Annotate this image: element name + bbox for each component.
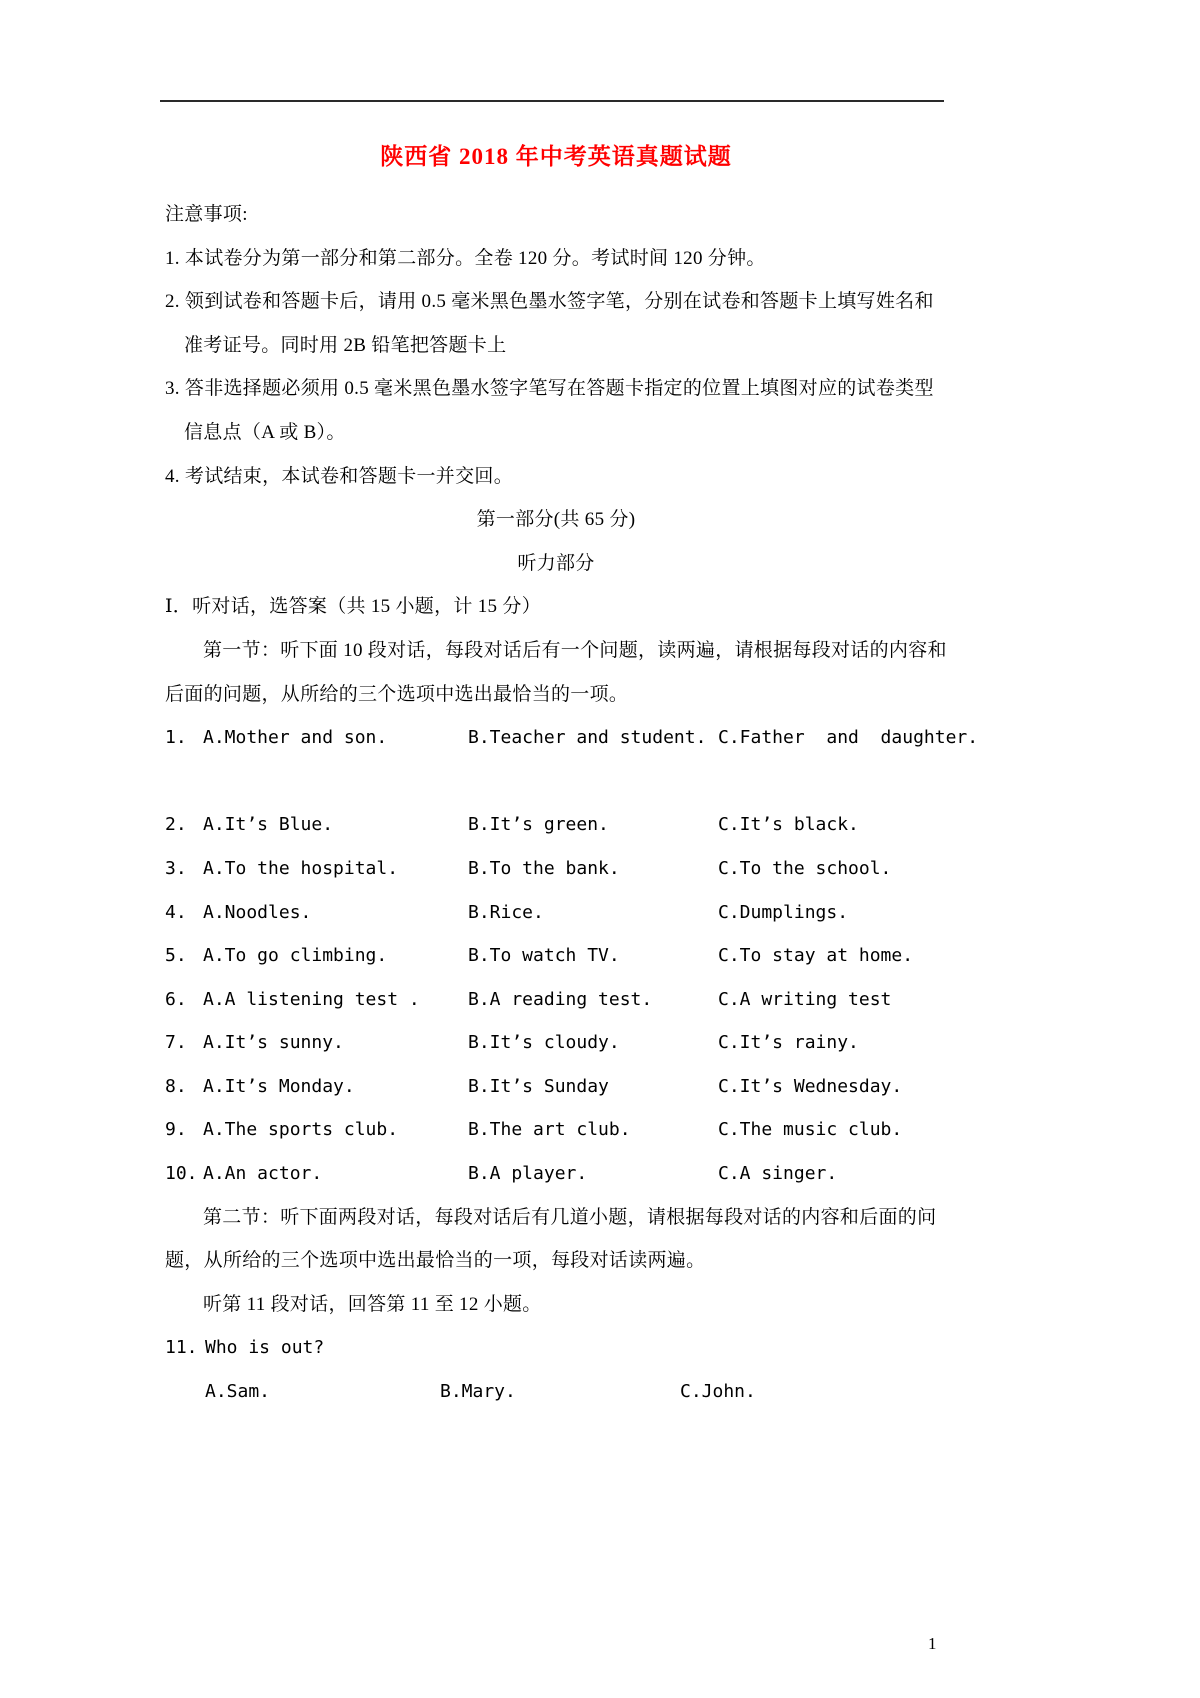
notice-item-3: 3. 答非选择题必须用 0.5 毫米黑色墨水签字笔写在答题卡指定的位置上填图对应的试卷类型信息点（A 或 B）。 [165, 378, 934, 443]
option-b: B.It’s Sunday [468, 1075, 609, 1097]
question-row-7 [165, 1021, 947, 1065]
option-c: C.It’s black. [718, 814, 859, 836]
question-row-10 [165, 1152, 947, 1196]
option-b: B.Teacher and student. [468, 727, 707, 749]
option-a: A.It’s Monday. [203, 1075, 355, 1097]
section-part1-heading: 第一部分(共 65 分) [476, 509, 636, 531]
option-a: A.It’s Blue. [203, 814, 334, 836]
question-number: 1. [165, 727, 187, 749]
option-a: A.Mother and son. [203, 727, 388, 749]
question-row-11 [165, 1326, 947, 1370]
notice-item-2: 2. 领到试卷和答题卡后，请用 0.5 毫米黑色墨水签字笔，分别在试卷和答题卡上填写姓名和准考证号。同时用 2B 铅笔把答题卡上 [165, 291, 934, 356]
option-b: B.To watch TV. [468, 945, 620, 967]
option-a: A.An actor. [203, 1163, 323, 1185]
question-row-2 [165, 803, 947, 847]
option-c: C.A singer. [718, 1163, 838, 1185]
question-text: Who is out? [205, 1337, 325, 1359]
listen-11-instruction: 听第 11 段对话，回答第 11 至 12 小题。 [203, 1293, 542, 1315]
option-b: B.A reading test. [468, 988, 653, 1010]
question-row-8 [165, 1065, 947, 1109]
option-a: A.Sam. [205, 1381, 271, 1403]
option-a: A.It’s sunny. [203, 1032, 344, 1054]
option-c: C.To stay at home. [718, 945, 914, 967]
question-number: 2. [165, 814, 187, 836]
option-b: B.To the bank. [468, 857, 620, 879]
option-a: A.A listening test . [203, 988, 420, 1010]
section2-note: 第二节：听下面两段对话，每段对话后有几道小题，请根据每段对话的内容和后面的问题，从所给的三个选项中选出最恰当的一项，每段对话读两遍。 [165, 1206, 937, 1272]
option-c: C.John. [680, 1381, 756, 1403]
notice-item-4: 4. 考试结束，本试卷和答题卡一并交回。 [165, 465, 514, 487]
option-c: C.It’s rainy. [718, 1032, 859, 1054]
question-number: 3. [165, 857, 187, 879]
question-11-options [165, 1370, 947, 1414]
option-c: C.It’s Wednesday. [718, 1075, 903, 1097]
question-row-6 [165, 978, 947, 1022]
roman-section-1: Ⅰ．听对话，选答案（共 15 小题，计 15 分） [165, 596, 542, 618]
option-a: A.To the hospital. [203, 857, 399, 879]
question-number: 9. [165, 1119, 187, 1141]
option-a: A.Noodles. [203, 901, 312, 923]
option-b: B.It’s green. [468, 814, 609, 836]
question-row-9 [165, 1108, 947, 1152]
question-number: 7. [165, 1032, 187, 1054]
question-row-3 [165, 847, 947, 891]
option-b: B.It’s cloudy. [468, 1032, 620, 1054]
question-number: 11. [165, 1337, 198, 1359]
option-a: A.The sports club. [203, 1119, 399, 1141]
option-b: B.Rice. [468, 901, 544, 923]
page-number: 1 [928, 1634, 937, 1653]
option-b: B.Mary. [440, 1381, 516, 1403]
option-b: B.The art club. [468, 1119, 631, 1141]
notices-heading: 注意事项: [165, 204, 248, 225]
option-a: A.To go climbing. [203, 945, 388, 967]
option-c: C.To the school. [718, 857, 892, 879]
section-listening-heading: 听力部分 [517, 552, 595, 574]
spacer-line [165, 760, 947, 804]
notice-item-1: 1. 本试卷分为第一部分和第二部分。全卷 120 分。考试时间 120 分钟。 [165, 247, 766, 269]
option-c: C.A writing test [718, 988, 892, 1010]
section1-note: 第一节：听下面 10 段对话，每段对话后有一个问题，读两遍，请根据每段对话的内容和后面的问题，从所给的三个选项中选出最恰当的一项。 [165, 639, 947, 705]
question-number: 10. [165, 1163, 198, 1185]
option-b: B.A player. [468, 1163, 588, 1185]
question-number: 5. [165, 945, 187, 967]
option-c: C.Dumplings. [718, 901, 849, 923]
question-row-5 [165, 934, 947, 978]
question-row-4 [165, 891, 947, 935]
page-title: 陕西省 2018 年中考英语真题试题 [380, 144, 732, 169]
option-c: C.Father and daughter. [718, 727, 979, 749]
question-number: 8. [165, 1075, 187, 1097]
header-rule [160, 100, 944, 102]
option-c: C.The music club. [718, 1119, 903, 1141]
page-content [165, 141, 979, 1414]
question-row-1 [165, 716, 979, 760]
question-number: 6. [165, 988, 187, 1010]
question-number: 4. [165, 901, 187, 923]
